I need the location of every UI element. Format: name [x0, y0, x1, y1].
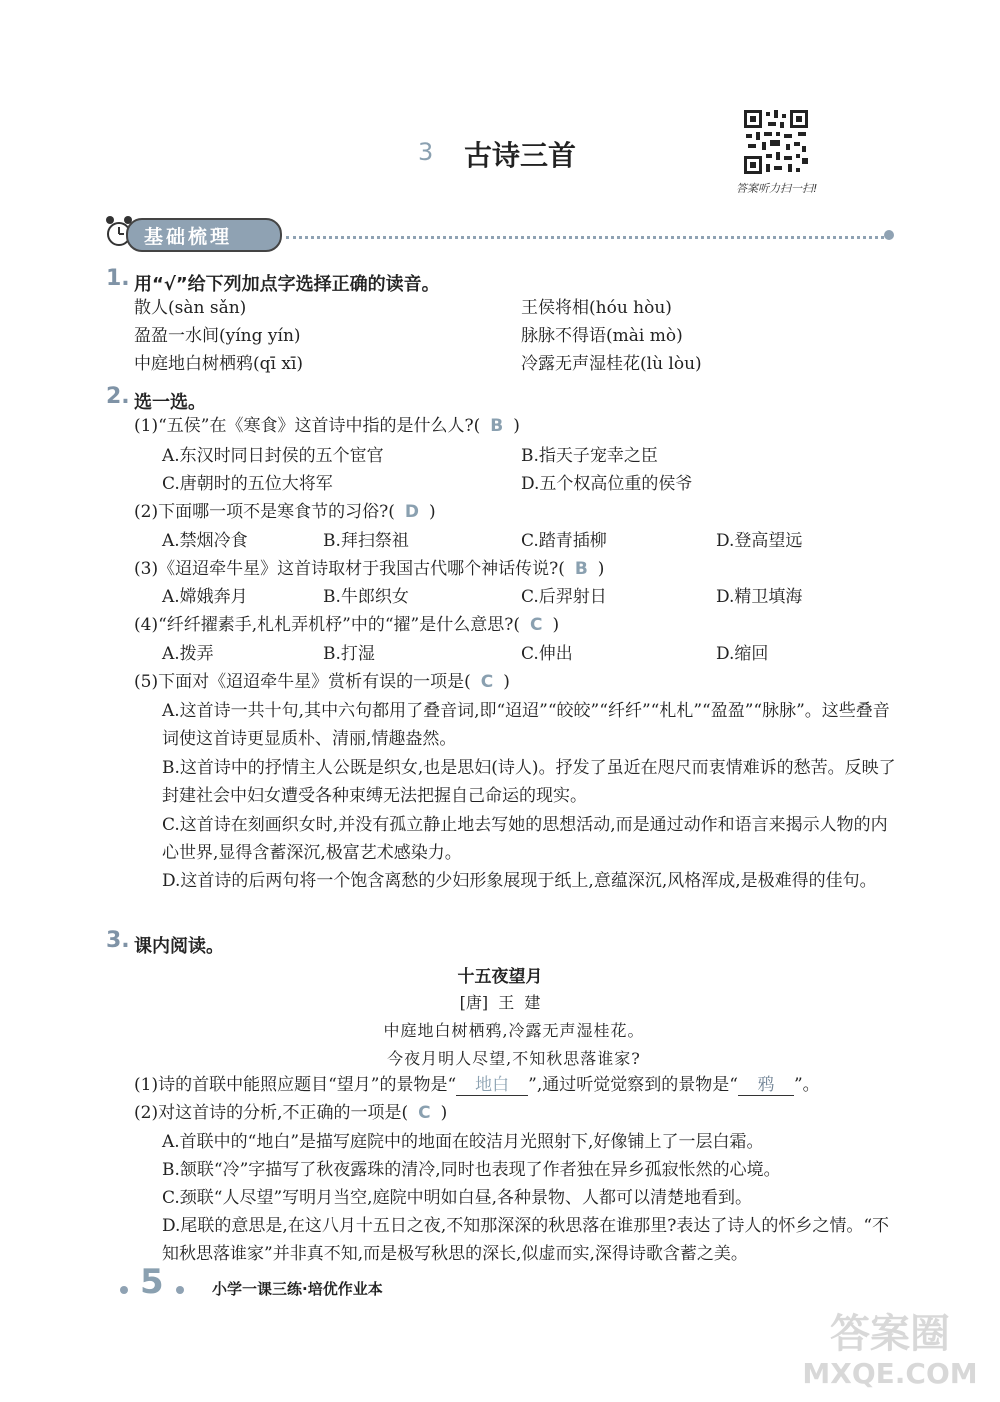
q2-number: 2. [106, 384, 130, 409]
answer-mark: C [480, 672, 494, 692]
lesson-number: 3 [418, 138, 434, 166]
option: B.指天子宠幸之臣 [521, 446, 658, 466]
qr-caption: 答案听力扫一扫! [736, 182, 818, 195]
q1-item: 中庭地白树栖鸦(qī xī) [134, 354, 304, 374]
answer-mark: D [404, 502, 419, 522]
q1-item: 脉脉不得语(mài mò) [521, 326, 683, 346]
q3-number: 3. [106, 928, 130, 953]
option: B.拜扫祭祖 [323, 531, 409, 551]
q2-sub4-stem: (4)“纤纤擢素手,札札弄机杼”中的“擢”是什么意思?( C ) [134, 615, 560, 635]
option: A.拨弄 [162, 644, 214, 664]
option-paragraph: D.这首诗的后两句将一个饱含离愁的少妇形象展现于纸上,意蕴深沉,风格浑成,是极难得的佳句。 [162, 871, 877, 891]
option: C.伸出 [521, 644, 573, 664]
option-paragraph: B.这首诗中的抒情主人公既是织女,也是思妇(诗人)。抒发了虽近在咫尺而衷情难诉的愁苦。反映了封建社会中妇女遭受各种束缚无法把握自己命运的现实。 [162, 758, 896, 806]
option: C.唐朝时的五位大将军 [162, 474, 333, 494]
option: D.精卫填海 [716, 587, 803, 607]
q2-sub1-stem: (1)“五侯”在《寒食》这首诗中指的是什么人?( B ) [134, 416, 520, 436]
option-paragraph: C.这首诗在刻画织女时,并没有孤立静止地去写她的思想活动,而是通过动作和语言来揭示人物的内心世界,显得含蓄深沉,极富艺术感染力。 [162, 815, 888, 863]
q2-sub5-stem: (5)下面对《迢迢牵牛星》赏析有误的一项是( C ) [134, 672, 510, 692]
poem-line: 中庭地白树栖鸦,冷露无声湿桂花。 [383, 1021, 645, 1040]
option-paragraph: A.这首诗一共十句,其中六句都用了叠音词,即“迢迢”“皎皎”“纤纤”“札札”“盈盈”“脉脉”。这些叠音词使这首诗更显质朴、清丽,情趣盎然。 [162, 701, 890, 749]
q2-sub3-stem: (3)《迢迢牵牛星》这首诗取材于我国古代哪个神话传说?( B ) [134, 559, 605, 579]
watermark-url: MXQE.COM [802, 1357, 978, 1390]
answer-mark: B [490, 416, 504, 436]
option: A.嫦娥奔月 [162, 587, 248, 607]
answer-mark: C [418, 1103, 431, 1123]
answer-mark: C [530, 615, 543, 635]
option: D.缩回 [716, 644, 769, 664]
option: A.首联中的“地白”是描写庭院中的地面在皎洁月光照射下,好像铺上了一层白霜。 [162, 1132, 764, 1152]
option: B.打湿 [323, 644, 375, 664]
qr-code-icon [742, 108, 810, 176]
section-banner-title: 基础梳理 [144, 226, 233, 248]
poem-author: [唐] 王 建 [459, 993, 541, 1012]
q3-title: 课内阅读。 [134, 936, 224, 957]
qr-code[interactable] [742, 108, 810, 176]
section-banner-dot [884, 230, 894, 240]
q1-number: 1. [106, 266, 130, 291]
answer-blank: 地白 [456, 1075, 528, 1096]
option: D.登高望远 [716, 531, 803, 551]
section-banner-rule [286, 236, 884, 239]
option: D.五个权高位重的侯爷 [521, 474, 693, 494]
answer-blank: 鸦 [738, 1075, 794, 1096]
q1-item: 王侯将相(hóu hòu) [521, 298, 672, 318]
q1-item: 盈盈一水间(yíng yín) [134, 326, 301, 346]
answer-mark: B [574, 559, 588, 579]
watermark [790, 1310, 990, 1394]
option: B.颔联“冷”字描写了秋夜露珠的清冷,同时也表现了作者独在异乡孤寂怅然的心境。 [162, 1160, 781, 1180]
q1-item: 散人(sàn sǎn) [134, 298, 247, 318]
watermark-logo: 答案圈 [830, 1311, 950, 1357]
q3-sub1: (1)诗的首联中能照应题目“望月”的景物是“ 地白 ”,通过听觉觉察到的景物是“ 鸦 ”。 [134, 1075, 820, 1095]
poem-line: 今夜月明人尽望,不知秋思落谁家? [387, 1049, 641, 1068]
option: A.东汉时同日封侯的五个宦官 [162, 446, 384, 466]
option: B.牛郎织女 [323, 587, 409, 607]
footer-dot [120, 1286, 128, 1294]
section-banner [104, 212, 894, 252]
page-number: 5 [140, 1262, 164, 1302]
option: C.后羿射日 [521, 587, 607, 607]
option: C.颈联“人尽望”写明月当空,庭院中明如白昼,各种景物、人都可以清楚地看到。 [162, 1188, 752, 1208]
q2-sub2-stem: (2)下面哪一项不是寒食节的习俗?( D ) [134, 502, 436, 522]
q3-sub2-stem: (2)对这首诗的分析,不正确的一项是( C ) [134, 1103, 448, 1123]
poem-title: 十五夜望月 [457, 967, 543, 987]
lesson-title: 古诗三首 [464, 139, 577, 172]
option: C.踏青插柳 [521, 531, 607, 551]
q2-title: 选一选。 [134, 392, 206, 413]
option: A.禁烟冷食 [162, 531, 248, 551]
q1-item: 冷露无声湿桂花(lù lòu) [521, 354, 702, 374]
book-title: 小学一课三练·培优作业本 [212, 1280, 383, 1298]
option-paragraph: D.尾联的意思是,在这八月十五日之夜,不知那深深的秋思落在谁那里?表达了诗人的怀乡之情。“不知秋思落谁家”并非真不知,而是极写秋思的深长,似虚而实,深得诗歌含蓄之美。 [162, 1216, 890, 1264]
q1-title: 用“√”给下列加点字选择正确的读音。 [134, 274, 440, 295]
footer-dot [176, 1286, 184, 1294]
